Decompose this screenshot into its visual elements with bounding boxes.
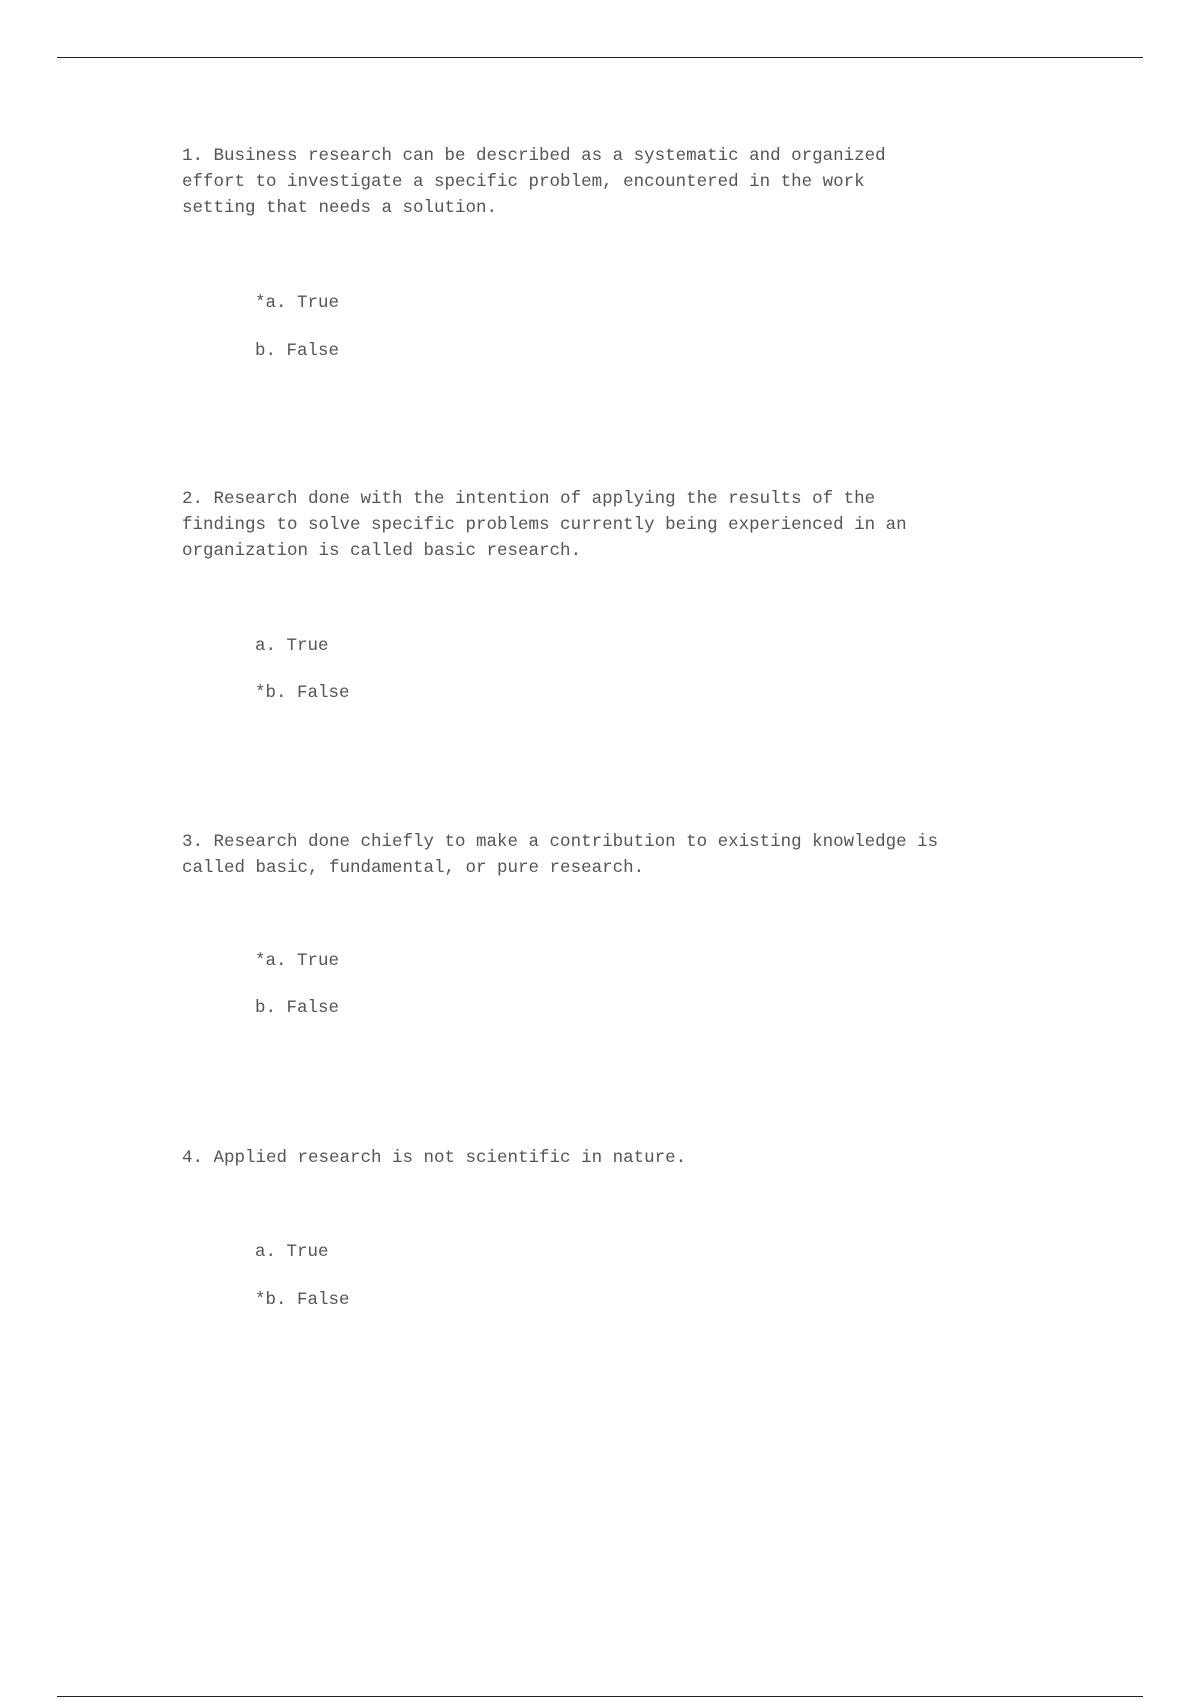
question-2-option-b: *b. False [255,683,350,703]
question-4-option-a: a. True [255,1242,329,1262]
question-2 [182,486,1082,703]
question-1 [182,143,1082,361]
question-4-option-b: *b. False [255,1290,350,1310]
question-1-option-a: *a. True [255,293,340,313]
question-2-text: 2. Research done with the intention of applying the results of the findings to solve specific problems currently being experienced in an organization is called basic research. [182,489,907,561]
question-3-text: 3. Research done chiefly to make a contribution to existing knowledge is called basic, fundamental, or pure research. [182,832,939,878]
question-2-option-a: a. True [255,636,329,656]
question-3-option-a: *a. True [255,951,340,971]
question-4 [182,1145,1082,1310]
footer-rule [57,1696,1143,1697]
question-1-text: 1. Business research can be described as a systematic and organized effort to investigate a specific problem, encountered in the work setting that needs a solution. [182,146,886,218]
question-3-option-b: b. False [255,998,340,1018]
question-4-text: 4. Applied research is not scientific in nature. [182,1148,687,1168]
question-3 [182,829,1082,1018]
header-rule [57,57,1143,58]
question-1-option-b: b. False [255,341,340,361]
